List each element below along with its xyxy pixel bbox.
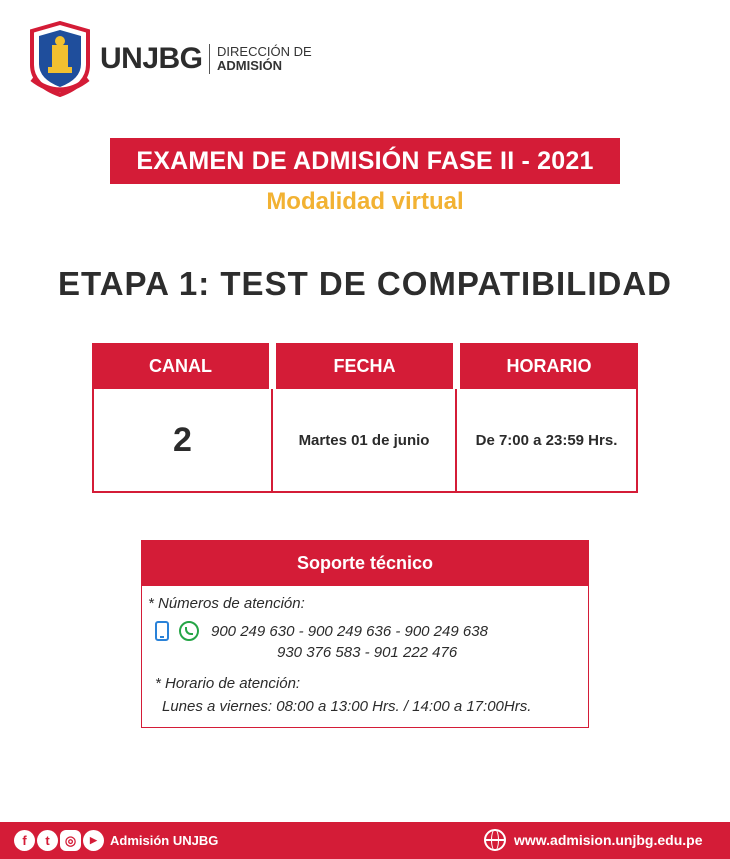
modality-subtitle: Modalidad virtual <box>266 188 464 215</box>
table-header-canal: CANAL <box>92 343 269 389</box>
brand-subtitle-line1: DIRECCIÓN DE <box>217 44 312 59</box>
cell-canal: 2 <box>173 420 192 459</box>
support-numbers-line2: 930 376 583 - 901 222 476 <box>277 644 458 661</box>
support-hours-text: Lunes a viernes: 08:00 a 13:00 Hrs. / 14:00 a 17:00Hrs. <box>162 698 532 715</box>
facebook-icon[interactable]: f <box>14 830 35 851</box>
footer-social-name[interactable]: Admisión UNJBG <box>110 833 219 848</box>
university-seal-icon <box>28 21 92 97</box>
support-numbers-line1: 900 249 630 - 900 249 636 - 900 249 638 <box>211 623 488 640</box>
brand-divider <box>209 44 211 74</box>
support-title: Soporte técnico <box>141 540 589 586</box>
table-header-horario: HORARIO <box>460 343 638 389</box>
title-banner: EXAMEN DE ADMISIÓN FASE II - 2021 <box>110 138 620 184</box>
footer-website-link[interactable]: www.admision.unjbg.edu.pe <box>514 832 703 848</box>
footer-bar <box>0 822 730 859</box>
support-hours-label: * Horario de atención: <box>155 675 301 692</box>
cell-horario: De 7:00 a 23:59 Hrs. <box>475 431 618 449</box>
globe-icon <box>484 829 506 851</box>
stage-heading: ETAPA 1: TEST DE COMPATIBILIDAD <box>58 265 672 302</box>
brand-subtitle <box>217 45 312 73</box>
whatsapp-icon <box>179 621 199 641</box>
header-logo <box>28 20 312 98</box>
support-numbers-label: * Números de atención: <box>148 595 305 612</box>
youtube-icon[interactable]: ▶ <box>83 830 104 851</box>
twitter-icon[interactable]: t <box>37 830 58 851</box>
brand-subtitle-line2: ADMISIÓN <box>217 58 283 73</box>
brand-name: UNJBG <box>100 42 203 75</box>
mobile-phone-icon <box>155 621 169 641</box>
cell-fecha: Martes 01 de junio <box>298 431 430 449</box>
table-header-fecha: FECHA <box>276 343 453 389</box>
instagram-icon[interactable]: ◎ <box>60 830 81 851</box>
